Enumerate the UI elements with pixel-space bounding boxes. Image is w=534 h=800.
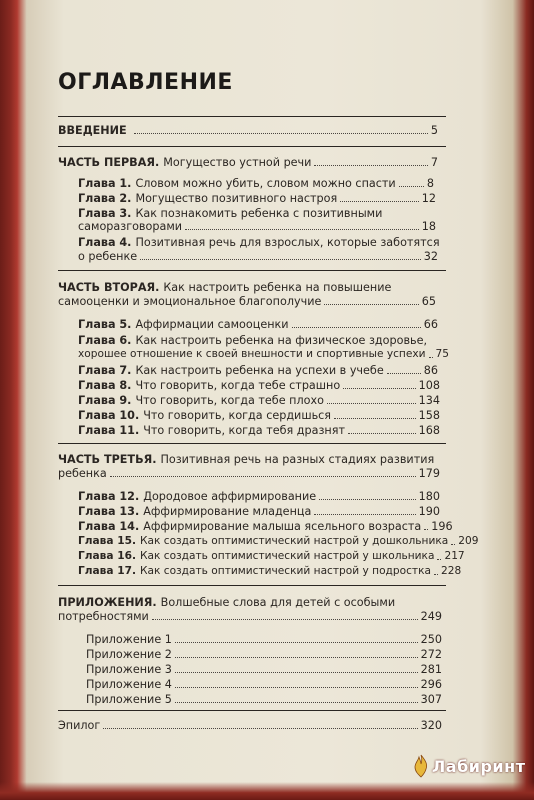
entry-text: Аффирмации самооценки: [135, 318, 289, 331]
page-number: 86: [423, 364, 438, 377]
toc-entry-part-3-first-line: [58, 453, 434, 466]
entry-label: Глава 2.: [78, 192, 132, 205]
toc-entry-part-1: [58, 156, 438, 169]
entry-text: Приложение 4: [86, 678, 172, 691]
page-number: 228: [440, 565, 462, 577]
leader-dots: [175, 702, 418, 703]
page-number: 320: [420, 719, 442, 732]
leader-dots: [134, 133, 428, 134]
toc-entry-chapter-first-line: [78, 236, 440, 249]
leader-dots: [399, 186, 424, 187]
toc-entry-part-3-continued: [58, 467, 440, 480]
leader-dots: [340, 201, 419, 202]
entry-text: Как настроить ребенка на повышение: [163, 281, 392, 294]
toc-entry-chapter: [78, 318, 438, 331]
entry-label: Глава 15.: [78, 535, 136, 547]
entry-text: Как создать оптимистический настрой у школьника: [139, 550, 435, 562]
entry-label: Глава 13.: [78, 505, 140, 518]
section-rule: [58, 146, 446, 147]
toc-entry-appendix: [86, 678, 442, 691]
leader-dots: [175, 687, 418, 688]
leader-dots: [314, 165, 427, 166]
toc-entry-appendix: [86, 633, 442, 646]
entry-text-continued: о ребенке: [78, 250, 138, 263]
watermark-text: Лабиринт: [432, 756, 526, 776]
page-number: 134: [418, 394, 440, 407]
entry-text: Как познакомить ребенка с позитивными: [135, 207, 383, 220]
entry-label: Глава 16.: [78, 550, 136, 562]
entry-label: ПРИЛОЖЕНИЯ.: [58, 596, 157, 609]
toc-entry-chapter: [78, 177, 434, 190]
toc-entry-appendices-first-line: [58, 596, 395, 609]
leader-dots: [292, 327, 421, 328]
entry-text: Волшебные слова для детей с особыми: [160, 596, 396, 609]
toc-entry-appendix: [86, 693, 442, 706]
leader-dots: [152, 619, 418, 620]
entry-label: Глава 9.: [78, 394, 132, 407]
entry-text: Что говорить, когда сердишься: [143, 409, 332, 422]
entry-label: Глава 10.: [78, 409, 140, 422]
toc-entry-chapter: [78, 394, 440, 407]
watermark-logo: [413, 754, 525, 778]
toc-entry-chapter: [78, 379, 440, 392]
leader-dots: [175, 672, 418, 673]
entry-label: Глава 8.: [78, 379, 132, 392]
entry-text: Как создать оптимистический настрой у подростка: [139, 565, 431, 577]
page-number: 32: [423, 250, 438, 263]
toc-entry-chapter-continued: [78, 220, 436, 233]
toc-entry-appendix: [86, 648, 442, 661]
leader-dots: [314, 514, 415, 515]
leader-dots: [343, 388, 415, 389]
section-rule: [58, 710, 446, 711]
toc-entry-epilogue: [58, 719, 442, 732]
toc-entry-part-2-first-line: [58, 281, 391, 294]
entry-label: Глава 5.: [78, 318, 132, 331]
leader-dots: [451, 544, 455, 545]
toc-entry-chapter: [78, 490, 440, 503]
entry-label: ЧАСТЬ ТРЕТЬЯ.: [58, 453, 157, 466]
flame-icon: [413, 754, 429, 778]
leader-dots: [110, 476, 416, 477]
entry-text-continued: хорошее отношение к своей внешности и спортивные успехи: [78, 348, 426, 360]
entry-label: ЧАСТЬ ПЕРВАЯ.: [58, 156, 160, 169]
page-number: 18: [421, 220, 436, 233]
toc-entry-chapter: [78, 409, 440, 422]
entry-text: Что говорить, когда тебе плохо: [135, 394, 324, 407]
entry-label: Глава 3.: [78, 207, 132, 220]
toc-entry-chapter-first-line: [78, 207, 382, 220]
entry-text: Могущество позитивного настроя: [135, 192, 338, 205]
toc-entry-chapter: [78, 535, 479, 548]
toc-entry-chapter: [78, 364, 438, 377]
toc-entry-chapter: [78, 565, 462, 578]
page-number: 249: [420, 610, 442, 623]
page-number: 250: [420, 633, 442, 646]
entry-text: Дородовое аффирмирование: [143, 490, 317, 503]
page-number: 8: [426, 177, 434, 190]
leader-dots: [437, 559, 441, 560]
page-number: 180: [418, 490, 440, 503]
leader-dots: [175, 642, 418, 643]
toc-entry-chapter: [78, 192, 436, 205]
section-rule: [58, 116, 446, 117]
page-number: 5: [430, 124, 438, 137]
leader-dots: [140, 259, 421, 260]
toc-entry-chapter: [78, 505, 440, 518]
entry-label: Глава 12.: [78, 490, 140, 503]
toc-entry-chapter-first-line: [78, 334, 427, 347]
entry-label: Глава 4.: [78, 236, 132, 249]
page-number: 158: [418, 409, 440, 422]
toc-entry-chapter-continued: [78, 250, 438, 263]
section-rule: [58, 443, 446, 444]
page-number: 217: [444, 550, 465, 562]
section-rule: [58, 585, 446, 586]
page-number: 7: [430, 156, 438, 169]
entry-label: ЧАСТЬ ВТОРАЯ.: [58, 281, 160, 294]
entry-text: Приложение 2: [86, 648, 172, 661]
page-number: 307: [420, 693, 442, 706]
entry-text: Аффирмирование младенца: [143, 505, 312, 518]
entry-label: Глава 14.: [78, 520, 140, 533]
leader-dots: [434, 574, 438, 575]
page-number: 108: [418, 379, 440, 392]
toc-entry-chapter: [78, 550, 465, 563]
toc-entry-appendices-continued: [58, 610, 442, 623]
toc-entry-chapter: [78, 424, 440, 437]
leader-dots: [429, 357, 433, 358]
entry-text: Как настроить ребенка на успехи в учебе: [135, 364, 384, 377]
toc-entry-chapter-continued: [78, 348, 450, 361]
entry-text: Позитивная речь для взрослых, которые заботятся: [135, 236, 440, 249]
section-rule: [58, 270, 446, 271]
entry-text: Словом можно убить, словом можно спасти: [135, 177, 396, 190]
entry-text: Эпилог: [58, 719, 101, 732]
toc-entry-part-2-continued: [58, 295, 436, 308]
toc-entry-appendix: [86, 663, 442, 676]
entry-text: Приложение 3: [86, 663, 172, 676]
entry-text-continued: ребенка: [58, 467, 107, 480]
page-number: 272: [420, 648, 442, 661]
leader-dots: [334, 418, 416, 419]
entry-text: Могущество устной речи: [163, 156, 312, 169]
leader-dots: [324, 304, 418, 305]
page-number: 75: [435, 348, 450, 360]
entry-text-continued: потребностями: [58, 610, 149, 623]
leader-dots: [424, 529, 428, 530]
leader-dots: [348, 433, 416, 434]
page-number: 281: [420, 663, 442, 676]
page-number: 190: [418, 505, 440, 518]
entry-text: Позитивная речь на разных стадиях развития: [160, 453, 435, 466]
leader-dots: [185, 229, 419, 230]
leader-dots: [319, 499, 416, 500]
toc-title: ОГЛАВЛЕНИЕ: [58, 70, 233, 95]
entry-text: Приложение 5: [86, 693, 172, 706]
toc-entry-chapter: [78, 520, 453, 533]
page-number: 65: [421, 295, 436, 308]
entry-text: Что говорить, когда тебя дразнят: [143, 424, 345, 437]
entry-label: Глава 11.: [78, 424, 140, 437]
entry-label: Глава 17.: [78, 565, 136, 577]
entry-text-continued: саморазговорами: [78, 220, 183, 233]
entry-text: Как создать оптимистический настрой у дошкольника: [139, 535, 449, 547]
page-number: 209: [458, 535, 479, 547]
entry-label: ВВЕДЕНИЕ: [58, 124, 127, 137]
leader-dots: [175, 657, 418, 658]
leader-dots: [103, 728, 417, 729]
page-number: 66: [423, 318, 438, 331]
page-number: 168: [418, 424, 440, 437]
page-number: 296: [420, 678, 442, 691]
entry-label: Глава 7.: [78, 364, 132, 377]
entry-text: Аффирмирование малыша ясельного возраста: [143, 520, 422, 533]
entry-text: Приложение 1: [86, 633, 172, 646]
page-number: 196: [431, 520, 453, 533]
entry-label: Глава 1.: [78, 177, 132, 190]
leader-dots: [327, 403, 416, 404]
entry-label: Глава 6.: [78, 334, 132, 347]
entry-text-continued: самооценки и эмоциональное благополучие: [58, 295, 322, 308]
page-number: 12: [421, 192, 436, 205]
entry-text: Что говорить, когда тебе страшно: [135, 379, 341, 392]
entry-text: Как настроить ребенка на физическое здоровье,: [135, 334, 428, 347]
leader-dots: [387, 373, 421, 374]
toc-entry-intro: [58, 124, 438, 137]
page-number: 179: [418, 467, 440, 480]
